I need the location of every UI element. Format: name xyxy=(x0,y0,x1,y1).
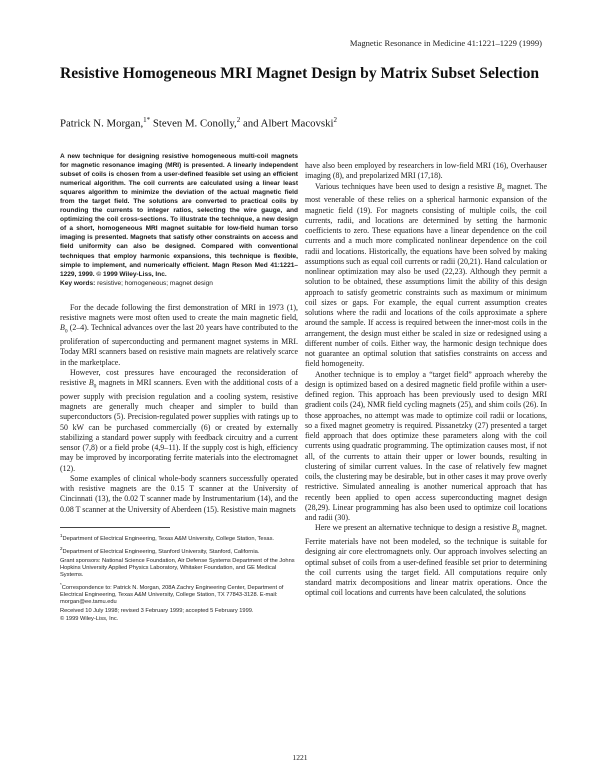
author-conolly: Steven M. Conolly, xyxy=(152,117,237,130)
footnote-grant-sponsors: Grant sponsors: National Science Foundation, Air Defense Systems Department of the Johns Hopkins University Applied Physics Laboratory, Whitaker Foundation, and GE Medical Systems. xyxy=(60,557,295,579)
paragraph-intro-1 xyxy=(60,303,298,368)
paragraph-text: magnets in MRI scanners. Even with the additional costs of a power supply with precision regulation and a cooling system, resistive magnets are generally much cheaper and simpler to build than superconductors (5). Precision-regulated power supplies with ratings up to 50 kW can be purchased commercially (6) or created by externally stabilizing a standard power supply with feedback circuitry and a current sensor (7,8) or a field probe (4,9–11). If the supply cost is high, efficiency may be improved by incorporating ferrite materials into the electromagnet (12). xyxy=(60,378,298,473)
paragraph-text: Here we present an alternative technique to design a resistive xyxy=(315,523,513,533)
paragraph-text: (2–4). Technical advances over the last 20 years have contributed to the proliferation of superconducting and permanent magnet systems in MRI. Today MRI scanners based on resistive main magnets are relatively scarce in the marketplace. xyxy=(60,323,298,367)
b0-symbol: B xyxy=(88,378,94,388)
paragraph-text: magnet. Ferrite materials have not been modeled, so the technique is suitable for designing air core electromagnets only. Our approach involves selecting an optimal subset of coils from a user-defined feasible set prior to determining the coil currents using the target field. All computations require only standard matrix decompositions and linear matrix operations. Once the optimal coil locations and currents have been calculated, the solutions xyxy=(305,523,547,598)
paragraph-text: For the decade following the first demonstration of MRI in 1973 (1), resistive magnets were most often used to create the main magnetic field, xyxy=(60,302,298,322)
footnote-text: Department of Electrical Engineering, Stanford University, Stanford, California. xyxy=(62,548,260,555)
footnote-text: Department of Electrical Engineering, Texas A&M University, College Station, Texas. xyxy=(62,535,274,542)
footnote-rule xyxy=(60,527,170,528)
b0-subscript: 0 xyxy=(501,187,505,194)
footnote-marker: 1 xyxy=(60,532,63,538)
footnote-received: Received 10 July 1998; revised 3 February 1999; accepted 5 February 1999. xyxy=(60,608,254,615)
paragraph-text: Various techniques have been used to design a resistive xyxy=(315,181,497,191)
paragraph-techniques xyxy=(305,182,547,370)
author-conolly-affiliation: 2 xyxy=(236,116,241,124)
author-macovski: Albert Macovski xyxy=(260,117,334,130)
paragraph-present-approach xyxy=(305,523,547,598)
footnote-marker: 2 xyxy=(60,545,63,551)
keywords-text: resistive; homogeneous; magnet design xyxy=(97,279,213,287)
article-title: Resistive Homogeneous MRI Magnet Design by Matrix Subset Selection xyxy=(60,65,540,82)
paragraph-text: magnet. The most venerable of these relies on a spherical harmonic expansion of the magnetic field (19). For magnets consisting of multiple coils, the coil currents, radii, and locations are determined by setting the harmonic coefficients to zero. These equations have a linear dependence on the coil currents and a much more complicated nonlinear dependence on the coil radii and locations. Historically, the equations have been solved by making assumptions such as equal coil currents or radii (20,21). Hand calculation or nonlinear optimization may also be used (22,23). Although they permit a solution to be obtained, these assumptions limit the ability of this design approach to satisfy geometric constraints such as maximum or minimum coil sizes or gaps. For example, the equal current assumption creates solutions where the radii and locations of the coils approximate a sphere around the sample. If access is required between the inner-most coils in the arrangement, the design must either be scaled in size or redesigned using a different number of coils. Either way, the harmonic design technique does not guarantee an optimal solution that satisfies constraints on access and field homogeneity. xyxy=(305,181,547,369)
paragraph-text: However, cost pressures have encouraged the reconsideration of resistive xyxy=(60,367,298,388)
keywords-label: Key words: xyxy=(60,279,96,287)
b0-subscript: 0 xyxy=(516,528,520,535)
author-morgan-affiliation: 1* xyxy=(143,116,151,124)
footnote-marker: * xyxy=(60,582,62,588)
paragraph-intro-2 xyxy=(60,368,298,474)
paragraph-continued: have also been employed by researchers in low-field MRI (16), Overhauser imaging (8), and prepolarized MRI (17,18). xyxy=(305,161,547,181)
page-number: 1221 xyxy=(292,753,308,762)
footnote-affiliation-1 xyxy=(60,532,298,543)
abstract: A new technique for designing resistive homogeneous multi-coil magnets for magnetic resonance imaging (MRI) is presented. A linearly independent subset of coils is chosen from a user-defined feasible set using an efficient numerical algorithm. The coil currents are calculated using a linear least squares algorithm to minimize the deviation of the actual magnetic field from the target field. The solutions are converted to practical coils by rounding the currents to integer ratios, selecting the wire gauge, and optimizing the coil cross-sections. To illustrate the technique, a new design of a short, homogeneous MRI magnet suitable for low-field human torso imaging is presented. Magnets that satisfy other constraints on access and field uniformity can also be designed. Compared with conventional techniques that employ harmonic expansions, this technique is flexible, simple to implement, and numerically efficient. Magn Reson Med 41:1221–1229, 1999. © 1999 Wiley-Liss, Inc. xyxy=(60,153,298,278)
b0-symbol: B xyxy=(60,323,65,333)
footnote-affiliation-2 xyxy=(60,545,298,556)
right-column xyxy=(305,48,547,599)
footnote-correspondence xyxy=(60,581,298,606)
left-column xyxy=(60,152,298,625)
b0-subscript: 0 xyxy=(93,383,97,390)
keywords xyxy=(60,279,298,288)
b0-subscript: 0 xyxy=(64,328,68,335)
b0-symbol: B xyxy=(496,181,502,191)
b0-symbol: B xyxy=(512,523,517,533)
paragraph-target-field: Another technique is to employ a “target field” approach whereby the design is optimized based on a desired magnetic field profile within a user-defined region. This approach has been previously used to design MRI gradient coils (24), NMR field cycling magnets (25), and shim coils (26). In those approaches, no attempt was made to optimize coil radii or locations, so a fixed magnet geometry is required. Pissanetzky (27) presented a target field approach that does optimize these parameters along with the coil currents using quadratic programming. The optimization causes most, if not all, of the currents to attain their upper or lower bounds, resulting in clustering of similar current values. In the case of relatively few magnet coils, the clustering may be desirable, but in other cases it may prove overly restrictive. Simulated annealing is another numerical approach that has recently been applied to open access superconducting magnet design (28,29). Linear programming has also been used to optimize coil locations and radii (30). xyxy=(305,369,547,523)
footnote-text: Correspondence to: Patrick N. Morgan, 208A Zachry Engineering Center, Department of Electrical Engineering, Texas A&M University, College Station, TX 77843-3128. E-mail: morgan@ee.tamu.edu xyxy=(60,585,284,606)
paragraph-intro-3: Some examples of clinical whole-body scanners successfully operated with resistive magnets are the 0.15 T scanner at the University of Cincinnati (13), the 0.02 T scanner made by Instrumentarium (14), and the 0.08 T scanner at the University of Aberdeen (15). Resistive main magnets xyxy=(60,473,298,514)
author-conjunction: and xyxy=(242,117,259,130)
author-morgan: Patrick N. Morgan, xyxy=(60,117,144,130)
footnote-copyright: © 1999 Wiley-Liss, Inc. xyxy=(60,616,119,623)
author-macovski-affiliation: 2 xyxy=(333,116,338,124)
journal-header: Magnetic Resonance in Medicine 41:1221–1229 (1999) xyxy=(349,38,542,48)
